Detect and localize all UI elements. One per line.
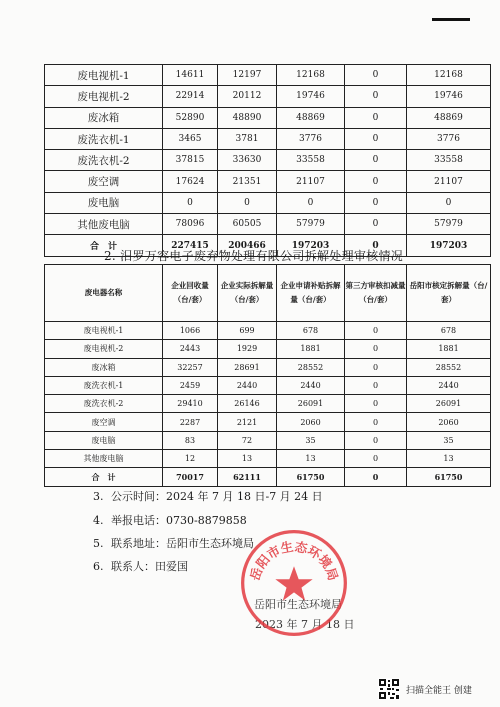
table-cell-value: 2060 xyxy=(407,413,491,431)
table-row xyxy=(45,214,491,235)
table-cell-value: 0 xyxy=(345,376,407,394)
table-cell-value: 2440 xyxy=(407,376,491,394)
table-row xyxy=(45,107,491,128)
table-cell-value: 0 xyxy=(407,192,491,213)
table-cell-value: 0 xyxy=(345,150,407,171)
table-row xyxy=(45,358,491,376)
table-cell-value: 21107 xyxy=(277,171,345,192)
table-cell-value: 28552 xyxy=(407,358,491,376)
header-third-party-deduction: 第三方审核扣减量（台/套） xyxy=(345,265,407,322)
table-cell-value: 14611 xyxy=(163,65,218,86)
qr-code-icon xyxy=(378,678,400,700)
header-approved-qty: 岳阳市核定拆解量（台/套） xyxy=(407,265,491,322)
table-cell-value: 22914 xyxy=(163,86,218,107)
table-cell-value: 19746 xyxy=(277,86,345,107)
table-company-review xyxy=(44,264,491,487)
table-row xyxy=(45,395,491,413)
table-row xyxy=(45,376,491,394)
table-cell-value: 2121 xyxy=(218,413,277,431)
table-cell-value: 0 xyxy=(345,65,407,86)
table-cell-appliance: 废洗衣机-2 xyxy=(45,150,163,171)
table-row xyxy=(45,450,491,468)
table-header-row xyxy=(45,265,491,322)
table-cell-appliance: 废空调 xyxy=(45,413,163,431)
total-value: 62111 xyxy=(218,468,277,486)
svg-text:岳阳市生态环境局: 岳阳市生态环境局 xyxy=(247,538,341,583)
table-cell-value: 37815 xyxy=(163,150,218,171)
table-cell-value: 2440 xyxy=(277,376,345,394)
table-cell-value: 48890 xyxy=(218,107,277,128)
table-row xyxy=(45,431,491,449)
table-cell-value: 1881 xyxy=(407,340,491,358)
table-cell-value: 33558 xyxy=(407,150,491,171)
table-cell-value: 48869 xyxy=(277,107,345,128)
table-cell-value: 0 xyxy=(345,431,407,449)
corner-mark xyxy=(432,18,470,21)
table-cell-value: 1881 xyxy=(277,340,345,358)
table-cell-value: 0 xyxy=(345,322,407,340)
table-row xyxy=(45,192,491,213)
table-total-row xyxy=(45,468,491,486)
table-cell-value: 13 xyxy=(277,450,345,468)
table-row xyxy=(45,150,491,171)
table-cell-appliance: 废电脑 xyxy=(45,431,163,449)
table-cell-value: 29410 xyxy=(163,395,218,413)
table-row xyxy=(45,322,491,340)
table-cell-value: 83 xyxy=(163,431,218,449)
table-cell-appliance: 废洗衣机-2 xyxy=(45,395,163,413)
table-cell-value: 13 xyxy=(407,450,491,468)
table-cell-value: 19746 xyxy=(407,86,491,107)
signature-organization: 岳阳市生态环境局 xyxy=(254,598,342,611)
info-line-report-phone: 4. 举报电话：0730-8879858 xyxy=(93,514,247,527)
table-cell-value: 0 xyxy=(345,214,407,235)
table-cell-value: 0 xyxy=(345,450,407,468)
table-cell-value: 2443 xyxy=(163,340,218,358)
table-cell-value: 2287 xyxy=(163,413,218,431)
table-cell-value: 3781 xyxy=(218,128,277,149)
table-cell-value: 26091 xyxy=(277,395,345,413)
table-cell-value: 2440 xyxy=(218,376,277,394)
table-cell-value: 0 xyxy=(277,192,345,213)
table-cell-value: 32257 xyxy=(163,358,218,376)
table-cell-value: 35 xyxy=(407,431,491,449)
table-cell-value: 2060 xyxy=(277,413,345,431)
header-recycled-qty: 企业回收量（台/套） xyxy=(163,265,218,322)
info-line-address: 5. 联系地址：岳阳市生态环境局 xyxy=(93,537,254,550)
table-cell-value: 35 xyxy=(277,431,345,449)
table-cell-value: 26146 xyxy=(218,395,277,413)
signature-date: 2023 年 7 月 18 日 xyxy=(255,618,355,631)
header-actual-disassembly: 企业实际拆解量（台/套） xyxy=(218,265,277,322)
table-cell-value: 1066 xyxy=(163,322,218,340)
table-cell-value: 33558 xyxy=(277,150,345,171)
total-value: 0 xyxy=(345,468,407,486)
official-seal xyxy=(238,527,350,639)
table-cell-value: 0 xyxy=(345,192,407,213)
table-cell-value: 0 xyxy=(345,107,407,128)
table-cell-value: 12197 xyxy=(218,65,277,86)
info-line-contact: 6. 联系人：田爱国 xyxy=(93,560,188,573)
table-cell-appliance: 废电视机-2 xyxy=(45,86,163,107)
total-value: 200466 xyxy=(218,235,277,256)
table-cell-appliance: 废电视机-1 xyxy=(45,322,163,340)
table-cell-value: 0 xyxy=(345,86,407,107)
table-cell-value: 21107 xyxy=(407,171,491,192)
table-cell-appliance: 废洗衣机-1 xyxy=(45,128,163,149)
total-value: 0 xyxy=(345,235,407,256)
table-cell-appliance: 废冰箱 xyxy=(45,107,163,128)
table-cell-value: 0 xyxy=(163,192,218,213)
table-cell-value: 2459 xyxy=(163,376,218,394)
table-cell-value: 3776 xyxy=(277,128,345,149)
info-line-publicity-time: 3. 公示时间：2024 年 7 月 18 日-7 月 24 日 xyxy=(93,490,323,503)
table-cell-appliance: 废冰箱 xyxy=(45,358,163,376)
header-subsidy-requested: 企业申请补贴拆解量（台/套） xyxy=(277,265,345,322)
table-cell-value: 678 xyxy=(407,322,491,340)
table-cell-appliance: 其他废电脑 xyxy=(45,450,163,468)
table-cell-value: 48869 xyxy=(407,107,491,128)
table-cell-appliance: 废电视机-2 xyxy=(45,340,163,358)
table-row xyxy=(45,65,491,86)
scanner-watermark: 扫描全能王 创建 xyxy=(378,678,472,700)
table-row xyxy=(45,413,491,431)
table-row xyxy=(45,171,491,192)
table-cell-appliance: 废洗衣机-1 xyxy=(45,376,163,394)
total-value: 70017 xyxy=(163,468,218,486)
table-cell-value: 0 xyxy=(345,128,407,149)
table-cell-value: 28691 xyxy=(218,358,277,376)
table-row xyxy=(45,340,491,358)
table-cell-value: 17624 xyxy=(163,171,218,192)
total-value: 227415 xyxy=(163,235,218,256)
table-cell-value: 0 xyxy=(345,171,407,192)
table-cell-value: 3465 xyxy=(163,128,218,149)
table-cell-value: 20112 xyxy=(218,86,277,107)
table-row xyxy=(45,128,491,149)
total-label: 合 计 xyxy=(45,235,163,256)
table-cell-value: 57979 xyxy=(407,214,491,235)
table-cell-value: 0 xyxy=(345,395,407,413)
table-cell-value: 699 xyxy=(218,322,277,340)
table-cell-value: 28552 xyxy=(277,358,345,376)
table-cell-appliance: 废电脑 xyxy=(45,192,163,213)
total-label: 合 计 xyxy=(45,468,163,486)
table-cell-value: 0 xyxy=(218,192,277,213)
table-cell-value: 26091 xyxy=(407,395,491,413)
table-cell-value: 12168 xyxy=(277,65,345,86)
table-cell-value: 12168 xyxy=(407,65,491,86)
table-cell-appliance: 废空调 xyxy=(45,171,163,192)
table-cell-value: 1929 xyxy=(218,340,277,358)
table-cell-value: 60505 xyxy=(218,214,277,235)
table-cell-value: 72 xyxy=(218,431,277,449)
section-title: 2. 汨罗万容电子废弃物处理有限公司拆解处理审核情况 xyxy=(104,249,404,263)
table-cell-value: 21351 xyxy=(218,171,277,192)
table-cell-value: 678 xyxy=(277,322,345,340)
total-value: 197203 xyxy=(407,235,491,256)
table-cell-appliance: 其他废电脑 xyxy=(45,214,163,235)
table-cell-value: 0 xyxy=(345,358,407,376)
table-cell-value: 78096 xyxy=(163,214,218,235)
total-value: 61750 xyxy=(277,468,345,486)
table-cell-value: 12 xyxy=(163,450,218,468)
total-value: 61750 xyxy=(407,468,491,486)
table-cell-value: 52890 xyxy=(163,107,218,128)
table-cell-value: 33630 xyxy=(218,150,277,171)
table-cell-value: 13 xyxy=(218,450,277,468)
table-row xyxy=(45,86,491,107)
table-cell-value: 0 xyxy=(345,413,407,431)
table-disassembly-summary xyxy=(44,64,491,257)
header-appliance-name: 废电器名称 xyxy=(45,265,163,322)
table-cell-appliance: 废电视机-1 xyxy=(45,65,163,86)
table-cell-value: 0 xyxy=(345,340,407,358)
table-cell-value: 3776 xyxy=(407,128,491,149)
total-value: 197203 xyxy=(277,235,345,256)
table-cell-value: 57979 xyxy=(277,214,345,235)
